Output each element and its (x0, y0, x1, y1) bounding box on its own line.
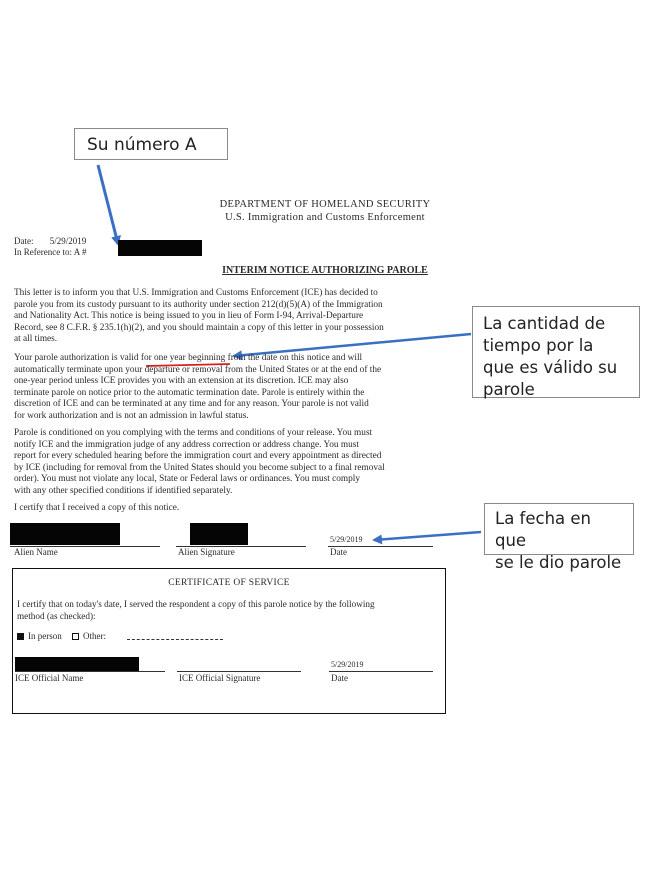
a-number-callout (74, 128, 228, 160)
date-value: 5/29/2019 (49, 236, 87, 246)
service-method (17, 631, 106, 641)
service-title: CERTIFICATE OF SERVICE (168, 578, 290, 588)
paragraph-1-line: Record, see 8 C.F.R. § 235.1(h)(2), and you should maintain a copy of this letter in your possession (14, 322, 384, 333)
other-label: Other: (83, 631, 106, 641)
paragraph-1-line: at all times. (14, 334, 58, 345)
alien-name-redaction (10, 523, 120, 545)
official-signature-line (177, 671, 301, 672)
paragraph-2 (14, 353, 442, 423)
duration-callout-line1: La cantidad de (483, 314, 606, 333)
date-callout-line1: La fecha en que (495, 509, 592, 550)
alien-signature-label: Alien Signature (178, 547, 235, 557)
paragraph-1-line: and Nationality Act. This notice is being issued to you in lieu of Form I-94, Arrival-Departure (14, 311, 364, 322)
certify-statement: I certify that I received a copy of this notice. (14, 503, 180, 513)
paragraph-1 (14, 288, 442, 346)
paragraph-3-line: report for every scheduled hearing before the immigration court and every appointment as directed (14, 451, 382, 462)
validity-phrase: valid for one year (119, 353, 186, 363)
paragraph-3-line: with any other specified conditions if identified separately. (14, 485, 233, 496)
paragraph-3-line: by ICE (including for removal from the United States should you become subject to a final removal (14, 462, 385, 473)
reference-label: In Reference to: A # (14, 247, 87, 257)
official-date-value: 5/29/2019 (331, 660, 364, 669)
paragraph-2-line (14, 353, 442, 365)
reference-line (14, 247, 86, 257)
notice-title: INTERIM NOTICE AUTHORIZING PAROLE (222, 265, 428, 276)
certificate-of-service (12, 568, 446, 714)
a-number-callout-text: Su número A (87, 135, 197, 155)
alien-date-value: 5/29/2019 (330, 535, 363, 544)
paragraph-3-line: notify ICE and the immigration judge of any address correction or address change. You must (14, 439, 359, 450)
date-arrow (374, 532, 481, 540)
date-callout (484, 503, 634, 572)
paragraph-2-text: Your parole authorization is (14, 353, 120, 363)
official-name-line (15, 671, 165, 672)
paragraph-3 (14, 428, 442, 498)
paragraph-2-line: one-year period unless ICE provides you with an extension at its discretion. ICE may also (14, 376, 349, 387)
paragraph-2-line: automatically terminate upon your departure or removal from the United States or at the end of the (14, 364, 382, 375)
letterhead-agency: U.S. Immigration and Customs Enforcement (225, 212, 425, 223)
letterhead-department: DEPARTMENT OF HOMELAND SECURITY (219, 199, 431, 210)
alien-signature-redaction (190, 523, 248, 545)
official-date-label: Date (331, 673, 348, 683)
paragraph-2-text: beginning from the date on this notice and will (185, 353, 363, 363)
service-text-line: method (as checked): (17, 610, 96, 621)
paragraph-3-line: Parole is conditioned on you complying with the terms and conditions of your release. You must (14, 428, 373, 438)
duration-callout-line3: que es válido su (483, 358, 618, 377)
official-name-redaction (15, 657, 139, 671)
alien-name-label: Alien Name (14, 547, 58, 557)
in-person-checkbox[interactable] (17, 633, 24, 640)
service-text-line: I certify that on today's date, I served the respondent a copy of this parole notice by the following (17, 599, 375, 609)
duration-callout-line2: tiempo por la (483, 336, 594, 355)
paragraph-1-line: This letter is to inform you that U.S. Immigration and Customs Enforcement (ICE) has decided to (14, 288, 378, 298)
official-name-label: ICE Official Name (15, 673, 84, 683)
duration-callout (472, 306, 640, 398)
paragraph-2-line: discretion of ICE and can be terminated at any time and for any reason. Your parole is not valid (14, 399, 369, 410)
date-line (14, 236, 86, 246)
a-number-redaction (118, 240, 202, 256)
in-person-label: In person (28, 631, 62, 641)
paragraph-3-line: order). You must not violate any local, State or Federal laws or ordinances. You must comply (14, 474, 360, 485)
paragraph-2-line: terminate parole on notice prior to the automatic termination date. Parole is entirely within the (14, 387, 365, 398)
date-label: Date: (14, 236, 34, 246)
official-signature-label: ICE Official Signature (179, 673, 261, 683)
duration-callout-line4: parole (483, 380, 535, 399)
official-date-line (329, 671, 433, 672)
date-callout-line2: se le dio parole (495, 553, 622, 572)
paragraph-1-line: parole you from its custody pursuant to its authority under section 212(d)(5)(A) of the Immigration (14, 299, 383, 310)
service-text (17, 599, 441, 622)
alien-date-label: Date (330, 547, 347, 557)
paragraph-2-line: for work authorization and is not an admission in lawful status. (14, 410, 249, 421)
other-line (127, 639, 223, 640)
other-checkbox[interactable] (72, 633, 79, 640)
